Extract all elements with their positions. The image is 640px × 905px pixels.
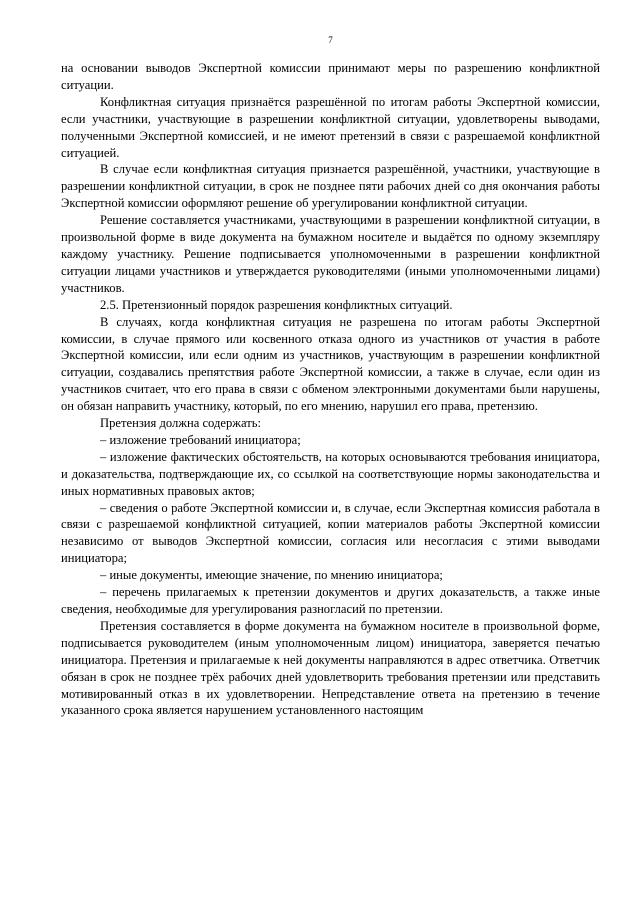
list-item-circumstances: – изложение фактических обстоятельств, на которых основываются требования инициатора, и доказательства, подтверждающие их, со ссылкой на соответствующие нормы законодательства и иных нормативных правовых актов; <box>61 449 600 498</box>
paragraph-decision-form: Решение составляется участниками, участвующими в разрешении конфликтной ситуации, в произвольной форме в виде документа на бумажном носителе и выдаётся по одному экземпляру каждому участнику. Решение подписывается уполномоченными в разрешении конфликтной ситуации лицами участников и утверждается руководителями (иными уполномоченными лицами) участников. <box>61 213 600 295</box>
paragraph-claim-contents: Претензия должна содержать: <box>100 416 262 431</box>
paragraph-resolution-deadline: В случае если конфликтная ситуация признается разрешённой, участники, участвующие в разрешении конфликтной ситуации, в срок не позднее пяти рабочих дней со дня окончания работы Экспертной комиссии оформляют решение об урегулировании конфликтной ситуации. <box>61 162 600 211</box>
paragraph-claim-form: Претензия составляется в форме документа на бумажном носителе в произвольной форме, подписывается руководителем (иным уполномоченным лицом) инициатора, заверяется печатью инициатора. Претензия и прилагаемые к ней документы направляются в адрес ответчика. Ответчик обязан в срок не позднее трёх рабочих дней удовлетворить требования претензии или представить мотивированный отказ в их удовлетворении. Непредставление ответа на претензию в течение указанного срока является нарушением установленного настоящим <box>61 618 600 718</box>
list-item-commission-info: – сведения о работе Экспертной комиссии и, в случае, если Экспертная комиссия работала в связи с разрешаемой конфликтной ситуацией, копии материалов работы Экспертной комиссии независимо от выводов Экспертной комиссии, согласия или несогласия с этими выводами инициатора; <box>61 500 600 566</box>
body-text <box>61 60 600 719</box>
paragraph-continuation: на основании выводов Экспертной комиссии принимают меры по разрешению конфликтной ситуации. <box>61 61 600 92</box>
list-item-attachments: – перечень прилагаемых к претензии документов и других доказательств, а также иные сведения, необходимые для урегулирования разногласий по претензии. <box>61 585 600 616</box>
list-item-requirements: – изложение требований инициатора; <box>100 432 301 447</box>
list-item-other-documents: – иные документы, имеющие значение, по мнению инициатора; <box>100 568 443 583</box>
paragraph-claim-cases: В случаях, когда конфликтная ситуация не разрешена по итогам работы Экспертной комиссии, в случае прямого или косвенного отказа одного из участников от участия в работе Экспертной комиссии, или если одним из участников, участвующим в разрешении конфликтной ситуации, создавались препятствия работе Экспертной комиссии, а также в случае, если один из участников считает, что его права в связи с обменом электронными документами были нарушены, он обязан направить участнику, который, по его мнению, нарушил его права, претензию. <box>61 314 600 414</box>
section-heading-claim-procedure: 2.5. Претензионный порядок разрешения конфликтных ситуаций. <box>100 297 453 312</box>
page-number: 7 <box>328 35 333 45</box>
paragraph-resolved-condition: Конфликтная ситуация признаётся разрешённой по итогам работы Экспертной комиссии, если участники, участвующие в разрешении конфликтной ситуации, удовлетворены выводами, полученными Экспертной комиссией, и не имеют претензий в связи с разрешаемой конфликтной ситуацией. <box>61 94 600 160</box>
